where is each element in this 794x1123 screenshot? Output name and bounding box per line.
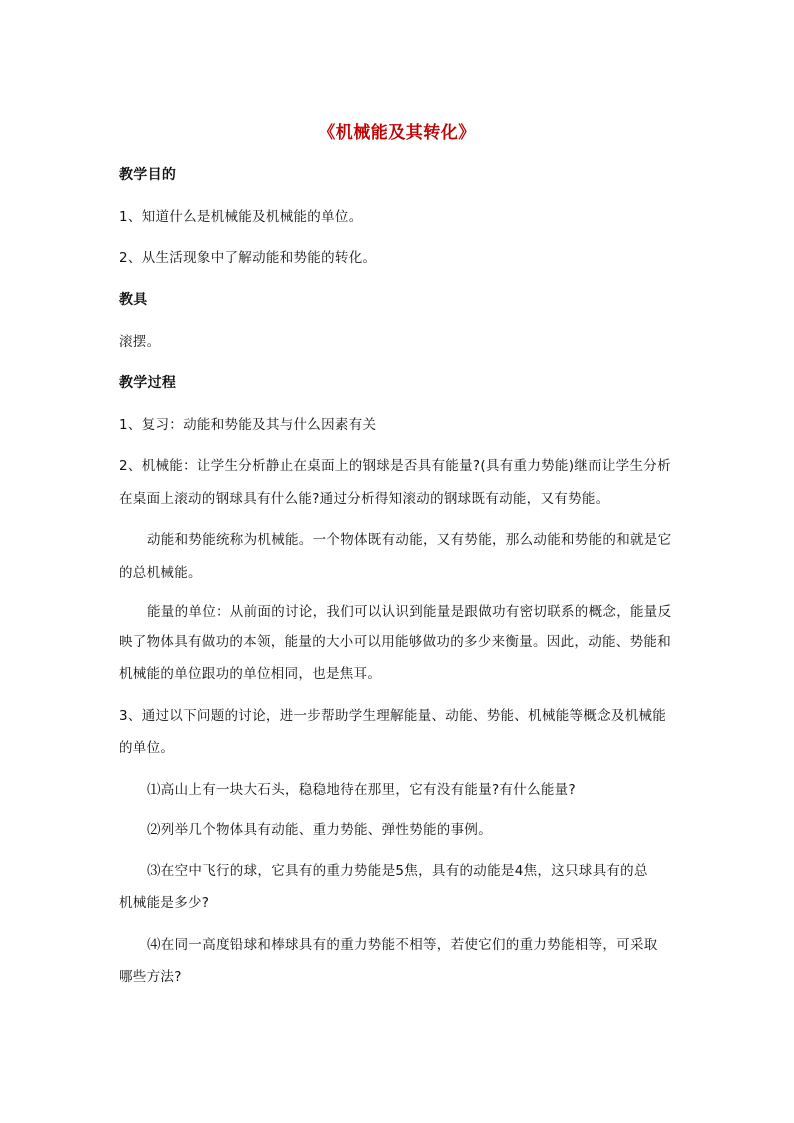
process-step-2-line-1: 2、机械能：让学生分析静止在桌面上的钢球是否具有能量?(具有重力势能)继而让学生分析: [119, 458, 671, 474]
question-2: ⑵列举几个物体具有动能、重力势能、弹性势能的事例。: [147, 822, 492, 838]
question-3-line-1: ⑶在空中飞行的球，它具有的重力势能是5焦，具有的动能是4焦，这只球具有的总: [147, 863, 648, 879]
process-step-3-line-2: 的单位。: [119, 740, 175, 756]
goals-heading: 教学目的: [119, 167, 177, 183]
paragraph-1-line-1: 动能和势能统称为机械能。一个物体既有动能，又有势能，那么动能和势能的和就是它: [147, 532, 672, 548]
question-3-line-2: 机械能是多少?: [119, 895, 210, 911]
paragraph-2-line-3: 机械能的单位跟功的单位相同，也是焦耳。: [119, 666, 382, 682]
question-4-line-1: ⑷在同一高度铅球和棒球具有的重力势能不相等，若使它们的重力势能相等，可采取: [147, 937, 658, 953]
question-1: ⑴高山上有一块大石头，稳稳地待在那里，它有没有能量?有什么能量?: [147, 782, 576, 798]
goal-2: 2、从生活现象中了解动能和势能的转化。: [119, 250, 377, 266]
process-step-2-line-2: 在桌面上滚动的钢球具有什么能?通过分析得知滚动的钢球既有动能，又有势能。: [119, 491, 610, 507]
paragraph-2-line-1: 能量的单位：从前面的讨论，我们可以认识到能量是跟做功有密切联系的概念，能量反: [147, 604, 672, 620]
process-step-3-line-1: 3、通过以下问题的讨论，进一步帮助学生理解能量、动能、势能、机械能等概念及机械能: [119, 708, 667, 724]
goal-1: 1、知道什么是机械能及机械能的单位。: [119, 209, 363, 225]
tools-heading: 教具: [119, 292, 148, 308]
tools-text: 滚摆。: [119, 334, 161, 350]
question-4-line-2: 哪些方法?: [119, 969, 182, 985]
document-title: 《机械能及其转化》: [318, 123, 476, 143]
process-step-1: 1、复习：动能和势能及其与什么因素有关: [119, 417, 377, 433]
process-heading: 教学过程: [119, 375, 177, 391]
paragraph-2-line-2: 映了物体具有做功的本领，能量的大小可以用能够做功的多少来衡量。因此，动能、势能和: [119, 634, 671, 650]
paragraph-1-line-2: 的总机械能。: [119, 565, 202, 581]
